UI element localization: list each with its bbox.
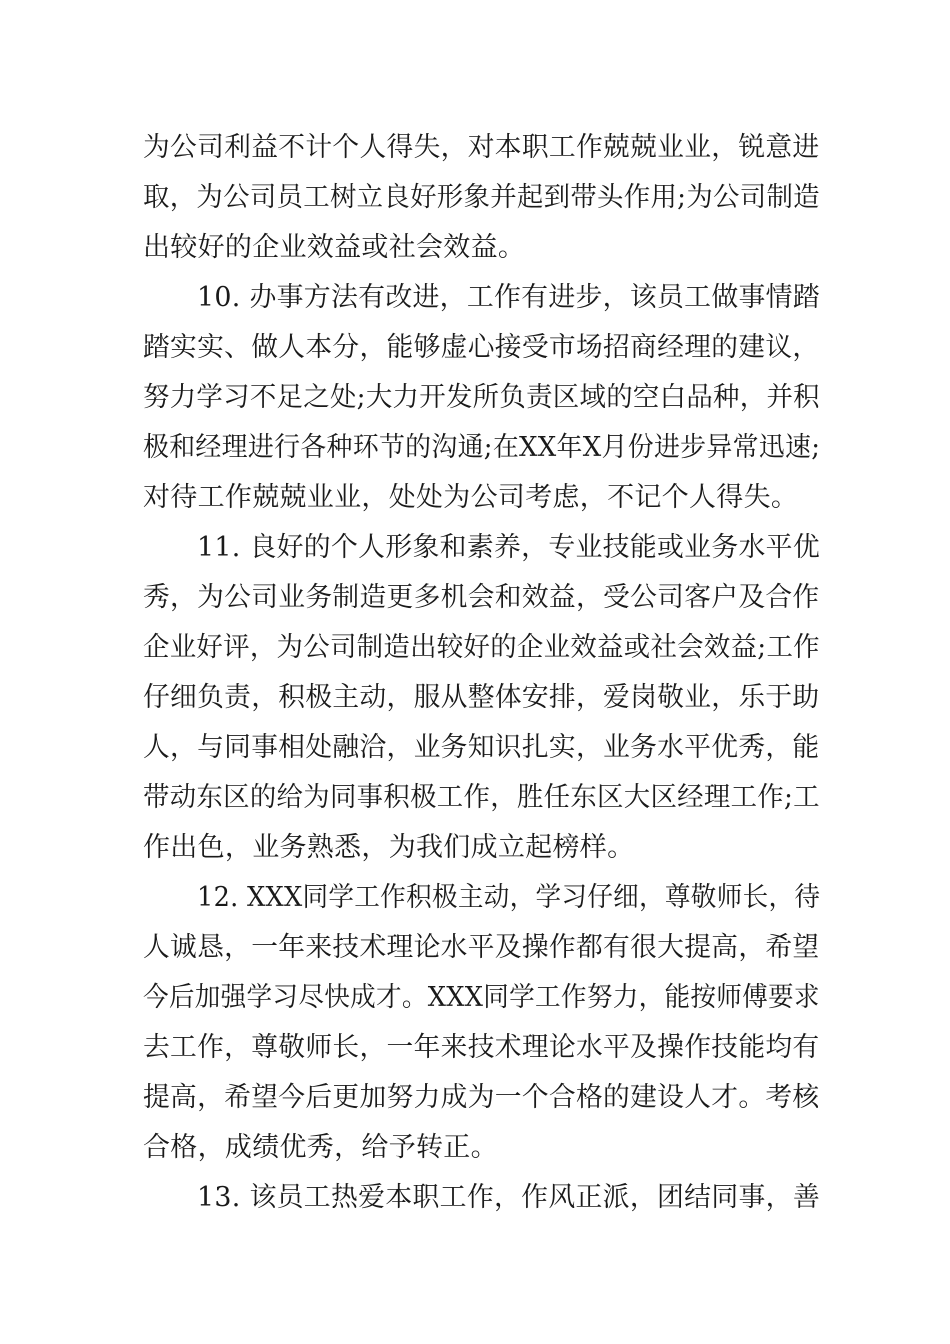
paragraph-11-start: 11. 良好的个人形象和素养，专业技能或业务水平优 bbox=[197, 532, 821, 563]
text-line: 仔细负责，积极主动，服从整体安排，爱岗敬业，乐于助 bbox=[143, 682, 820, 713]
paragraph-13-start: 13. 该员工热爱本职工作，作风正派，团结同事，善 bbox=[197, 1182, 821, 1213]
text-line: 努力学习不足之处;大力开发所负责区域的空白品种，并积 bbox=[143, 382, 820, 413]
text-line: 去工作，尊敬师长，一年来技术理论水平及操作技能均有 bbox=[143, 1032, 820, 1063]
text-line: 秀，为公司业务制造更多机会和效益，受公司客户及合作 bbox=[143, 582, 820, 613]
text-line: 踏实实、做人本分，能够虚心接受市场招商经理的建议， bbox=[143, 332, 820, 363]
text-line: 出较好的企业效益或社会效益。 bbox=[143, 232, 526, 263]
text-line: 为公司利益不计个人得失，对本职工作兢兢业业，锐意进 bbox=[143, 132, 820, 163]
text-line: 提高，希望今后更加努力成为一个合格的建设人才。考核 bbox=[143, 1082, 820, 1113]
text-line: 作出色，业务熟悉，为我们成立起榜样。 bbox=[143, 832, 635, 863]
text-line: 人诚恳，一年来技术理论水平及操作都有很大提高，希望 bbox=[143, 932, 820, 963]
text-line: 今后加强学习尽快成才。XXX同学工作努力，能按师傅要求 bbox=[143, 982, 820, 1013]
text-line: 企业好评，为公司制造出较好的企业效益或社会效益;工作 bbox=[143, 632, 820, 663]
text-line: 对待工作兢兢业业，处处为公司考虑，不记个人得失。 bbox=[143, 482, 799, 513]
text-line: 取，为公司员工树立良好形象并起到带头作用;为公司制造 bbox=[143, 182, 820, 213]
paragraph-10-start: 10. 办事方法有改进，工作有进步，该员工做事情踏 bbox=[197, 282, 821, 313]
paragraph-12-start: 12. XXX同学工作积极主动，学习仔细，尊敬师长，待 bbox=[197, 882, 821, 913]
text-line: 人，与同事相处融洽，业务知识扎实，业务水平优秀，能 bbox=[143, 732, 820, 763]
text-line: 合格，成绩优秀，给予转正。 bbox=[143, 1132, 498, 1163]
text-line: 带动东区的给为同事积极工作，胜任东区大区经理工作;工 bbox=[143, 782, 820, 813]
text-line: 极和经理进行各种环节的沟通;在XX年X月份进步异常迅速; bbox=[143, 432, 821, 463]
